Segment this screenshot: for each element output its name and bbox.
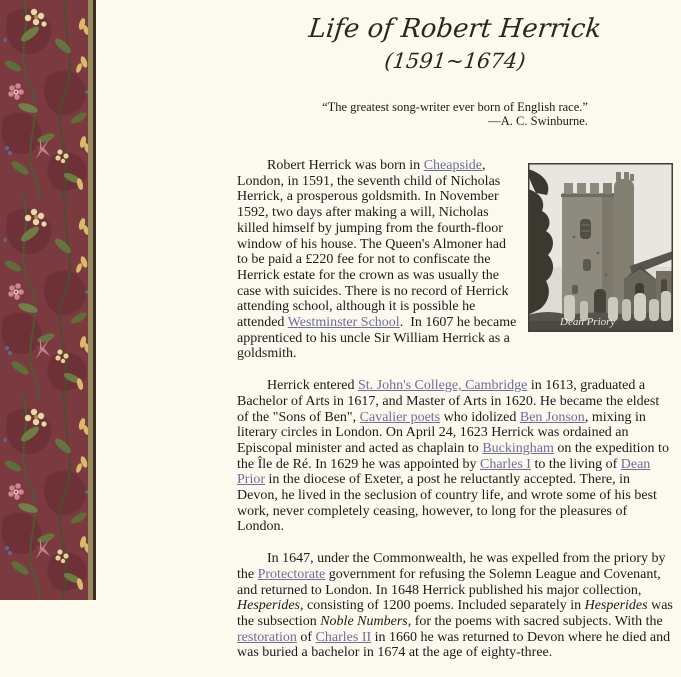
link-charles-ii[interactable]: Charles II	[315, 629, 372, 645]
floral-border	[0, 0, 96, 600]
epigraph-quote: “The greatest song-writer ever born of English race.”	[322, 100, 588, 114]
text-run: on the expedition to the Île de Ré. In 1629 he was appointed by	[237, 440, 669, 472]
text-run: government for refusing the Solemn League and Covenant, and returned to London. In 1648 Herrick published his major collection,	[237, 566, 661, 598]
text-run: , for the poems with sacred subjects. With the	[407, 613, 663, 629]
text-run: was the subsection	[237, 598, 673, 629]
text-run: in the diocese of Exeter, a post he reluctantly accepted. There, in Devon, he lived in the seclusion of country life, and wrote some of his best work, never completely ceasing, however, to long for the pleasures of London.	[237, 472, 657, 535]
text-run: of	[296, 629, 316, 645]
italic-text: Noble Numbers	[320, 613, 408, 629]
italic-text: Hesperides	[584, 598, 648, 614]
italic-text: Hesperides	[237, 598, 300, 614]
epigraph	[237, 100, 673, 128]
page-content	[237, 0, 673, 677]
link-cheapside[interactable]: Cheapside	[423, 158, 483, 173]
page-title	[237, 12, 673, 76]
text-run: Herrick entered	[267, 378, 358, 394]
text-run: , consisting of 1200 poems. Included separately in	[300, 598, 585, 614]
dean-priory-photo	[528, 163, 673, 332]
link-restoration[interactable]: restoration	[237, 629, 297, 645]
text-run: to the living of	[530, 456, 621, 472]
link-buckingham[interactable]: Buckingham	[482, 440, 554, 456]
link-westminster-school[interactable]: Westminster School	[287, 315, 400, 331]
church-tower-image	[528, 163, 673, 332]
link-protectorate[interactable]: Protectorate	[257, 566, 326, 582]
text-run: In 1647, under the Commonwealth, he was expelled from the priory by the	[237, 551, 666, 582]
photo-caption: Dean Priory	[560, 316, 616, 328]
link-st-john-s-college-cambridge[interactable]: St. John's College, Cambridge	[357, 378, 528, 394]
text-run: Robert Herrick was born in	[267, 158, 424, 173]
text-run: who idolized	[440, 409, 520, 425]
page-title-line2: (1591~1674)	[383, 49, 527, 73]
text-run: , London, in 1591, the seventh child of Nicholas Herrick, a prosperous goldsmith. In November 1592, two days after making a will, Nicholas killed himself by jumping from the fourth-floor window of his house. The Queen's Almoner had to be paid a £220 fee for not to confiscate the Herrick estate for the crown as was usually the case with suicides. There is no record of Herrick attending school, although it is possible he attended	[237, 158, 509, 331]
paragraph-3	[237, 551, 673, 661]
link-cavalier-poets[interactable]: Cavalier poets	[359, 409, 441, 425]
link-charles-i[interactable]: Charles I	[480, 456, 531, 472]
text-run: , mixing in literary circles in London. On April 24, 1623 Herrick was ordained an Episcopal minister and acted as chaplain to	[237, 409, 646, 456]
link-ben-jonson[interactable]: Ben Jonson	[519, 409, 585, 425]
text-run: . In 1607 he became apprenticed to his uncle Sir William Herrick as a goldsmith.	[237, 315, 517, 362]
text-run: in 1660 he was returned to Devon where he died and was buried a bachelor in 1674 at the age of eighty-three.	[237, 629, 671, 661]
biography-text	[237, 158, 673, 661]
link-dean-prior[interactable]: Dean Prior	[237, 456, 651, 488]
epigraph-attribution: —A. C. Swinburne.	[488, 114, 588, 128]
page-title-line1: Life of Robert Herrick	[307, 14, 603, 44]
text-run: in 1613, graduated a Bachelor of Arts in 1617, and Master of Arts in 1620. He became the eldest of the "Sons of Ben",	[237, 378, 660, 425]
paragraph-2	[237, 378, 673, 535]
floral-border-pattern	[0, 0, 96, 600]
